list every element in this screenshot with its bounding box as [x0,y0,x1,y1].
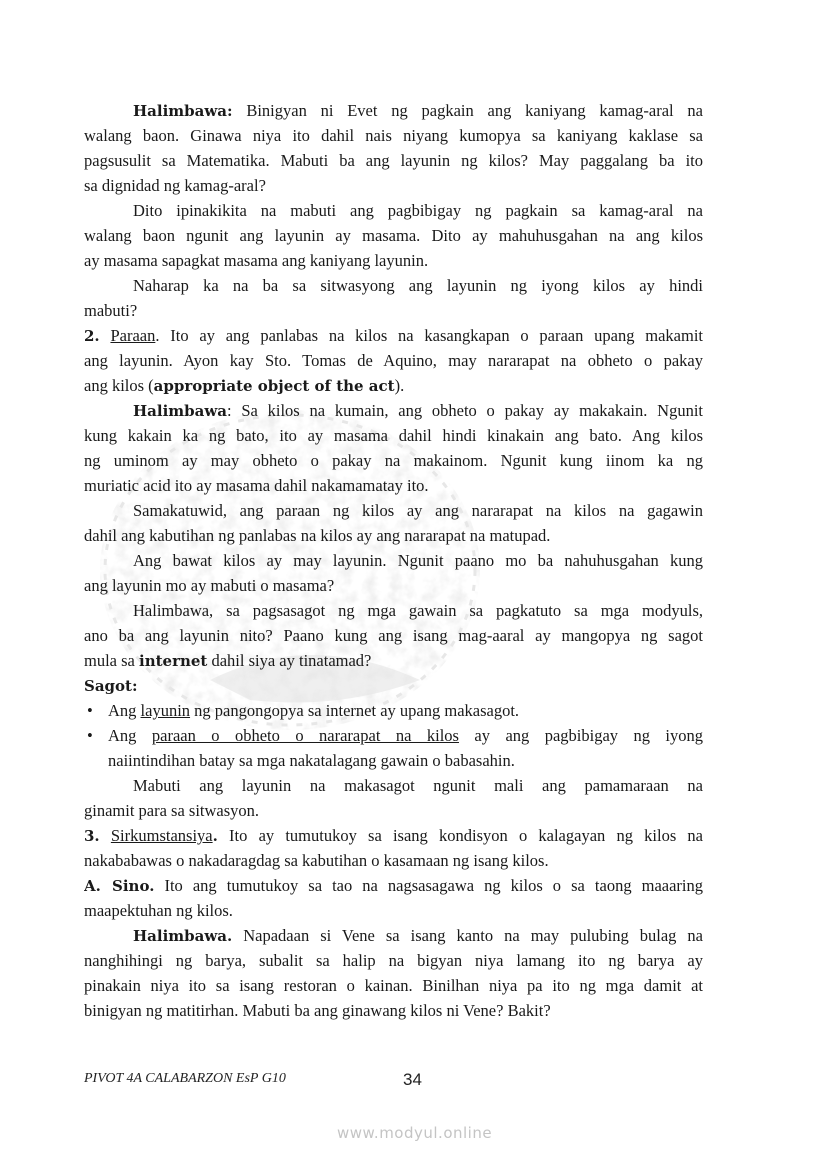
text-segment: Mabuti ang layunin na makasagot ngunit mali ang pamamaraan na [133,776,703,795]
paragraph [84,873,703,923]
text-segment: sa dignidad ng kamag-aral? [84,176,266,195]
paragraph [84,548,703,598]
footer-title: PIVOT 4A CALABARZON EsP G10 [84,1071,286,1086]
text-segment: nakababawas o nakadaragdag sa kabutihan o kasamaan ng isang kilos. [84,851,549,870]
text-segment: muriatic acid ito ay masama dahil nakamamatay ito. [84,476,429,495]
text-line [84,273,703,298]
text-segment: ay ang pagbibigay ng iyong [458,726,703,745]
text-segment: binigyan ng matitirhan. Mabuti ba ang ginawang kilos ni Vene? Bakit? [84,1001,551,1020]
paragraph [84,823,703,873]
bold-text: appropriate object of the act [153,377,395,395]
paragraph [84,923,703,1023]
text-segment: walang baon. Ginawa niya ito dahil nais niyang kumopya sa kaniyang kaklase sa [84,126,703,145]
text-line [84,823,703,848]
underlined-text: layunin [140,701,191,720]
underlined-text: paraan o obheto o nararapat na kilos [151,726,459,745]
document-body [84,98,703,1023]
text-line [84,248,703,273]
text-segment: dahil ang kabutihan ng panlabas na kilos ay ang nararapat na matupad. [84,526,551,545]
text-segment: ). [394,376,405,395]
text-line [84,498,703,523]
text-segment: Halimbawa, sa pagsasagot ng mga gawain sa pagkatuto sa mga modyuls, [133,601,703,620]
bullet-item [84,698,703,723]
text-segment: naiintindihan batay sa mga nakatalagang gawain o babasahin. [108,751,515,770]
text-segment: mabuti? [84,301,138,320]
text-line [84,98,703,123]
text-line [84,173,703,198]
text-line [84,298,703,323]
text-segment: . Ito ay ang panlabas na kilos na kasangkapan o paraan upang makamit [155,326,703,345]
text-segment: ginamit para sa sitwasyon. [84,801,260,820]
bold-text: 2. [84,327,100,345]
text-line [84,773,703,798]
text-line [84,448,703,473]
text-line [84,898,703,923]
bold-text: A. Sino. [84,877,155,895]
text-line [84,123,703,148]
page-number: 34 [403,1070,422,1089]
text-segment: maapektuhan ng kilos. [84,901,233,920]
underlined-text: Paraan [110,326,156,345]
text-line [84,598,703,623]
text-segment: Ang [108,726,152,745]
text-line [84,398,703,423]
text-segment: ng uminom ay may obheto o pakay na makainom. Ngunit kung iinom ka ng [84,451,703,470]
paragraph [84,398,703,498]
text-segment: Ito ay tumutukoy sa isang kondisyon o kalagayan ng kilos na [217,826,703,845]
text-segment [100,826,111,845]
text-line [84,723,703,748]
text-segment: nanghihingi ng barya, subalit sa halip na bigyan niya lamang ito ng barya ay [84,951,703,970]
text-line [84,223,703,248]
text-segment: Ang bawat kilos ay may layunin. Ngunit paano mo ba nahuhusgahan kung [133,551,703,570]
text-segment: : Sa kilos na kumain, ang obheto o pakay ay makakain. Ngunit [227,401,703,420]
text-segment: ang kilos ( [84,376,154,395]
text-line [84,348,703,373]
text-segment: ay masama sapagkat masama ang kaniyang layunin. [84,251,429,270]
text-line [84,748,703,773]
text-segment: Ito ang tumutukoy sa tao na nagsasagawa ng kilos o sa taong maaaring [154,876,703,895]
text-line [84,473,703,498]
text-line [84,198,703,223]
text-segment: pinakain niya ito sa isang restoran o kainan. Binilhan niya pa ito ng mga damit at [84,976,703,995]
text-segment: Naharap ka na ba sa sitwasyong ang layunin ng iyong kilos ay hindi [133,276,703,295]
text-segment: ang layunin. Ayon kay Sto. Tomas de Aquino, may nararapat na obheto o pakay [84,351,703,370]
text-line [84,848,703,873]
paragraph [84,323,703,398]
site-watermark: www.modyul.online [337,1124,493,1142]
bold-text: . [212,827,218,845]
text-line [84,998,703,1023]
text-segment: mula sa [84,651,139,670]
paragraph [84,673,703,698]
text-line [84,673,703,698]
text-segment: ang layunin mo ay mabuti o masama? [84,576,335,595]
text-line [84,148,703,173]
text-line [84,373,703,398]
text-segment: Binigyan ni Evet ng pagkain ang kaniyang kamag-aral na [232,101,703,120]
text-line [84,423,703,448]
text-line [84,798,703,823]
text-line [84,973,703,998]
underlined-text: Sirkumstansiya [110,826,213,845]
paragraph [84,598,703,673]
text-line [84,948,703,973]
text-segment: Dito ipinakikita na mabuti ang pagbibigay ng pagkain sa kamag-aral na [133,201,703,220]
text-segment [100,326,111,345]
paragraph [84,773,703,823]
text-segment: kung kakain ka ng bato, ito ay masama dahil hindi kinakain ang bato. Ang kilos [84,426,703,445]
text-segment: ng pangongopya sa internet ay upang makasagot. [190,701,520,720]
text-line [84,873,703,898]
text-line [84,623,703,648]
bold-text: Halimbawa: [133,102,233,120]
text-line [84,523,703,548]
text-segment: Samakatuwid, ang paraan ng kilos ay ang nararapat na kilos na gagawin [133,501,703,520]
bold-text: Halimbawa. [133,927,233,945]
text-segment: pagsusulit sa Matematika. Mabuti ba ang layunin ng kilos? May paggalang ba ito [84,151,703,170]
paragraph [84,198,703,273]
paragraph [84,98,703,198]
text-segment: Ang [108,701,141,720]
text-line [84,573,703,598]
text-line [84,548,703,573]
paragraph [84,498,703,548]
text-line [84,698,703,723]
bullet-item [84,723,703,773]
text-line [84,648,703,673]
paragraph [84,273,703,323]
text-segment: Napadaan si Vene sa isang kanto na may pulubing bulag na [232,926,703,945]
bold-text: internet [139,652,208,670]
text-line [84,923,703,948]
text-segment: dahil siya ay tinatamad? [207,651,372,670]
bold-text: Halimbawa [133,402,227,420]
text-line [84,323,703,348]
bold-text: 3. [84,827,100,845]
text-segment: ano ba ang layunin nito? Paano kung ang isang mag-aaral ay mangopya ng sagot [84,626,703,645]
bold-text: Sagot: [84,677,138,695]
text-segment: walang baon ngunit ang layunin ay masama. Dito ay mahuhusgahan na ang kilos [84,226,703,245]
